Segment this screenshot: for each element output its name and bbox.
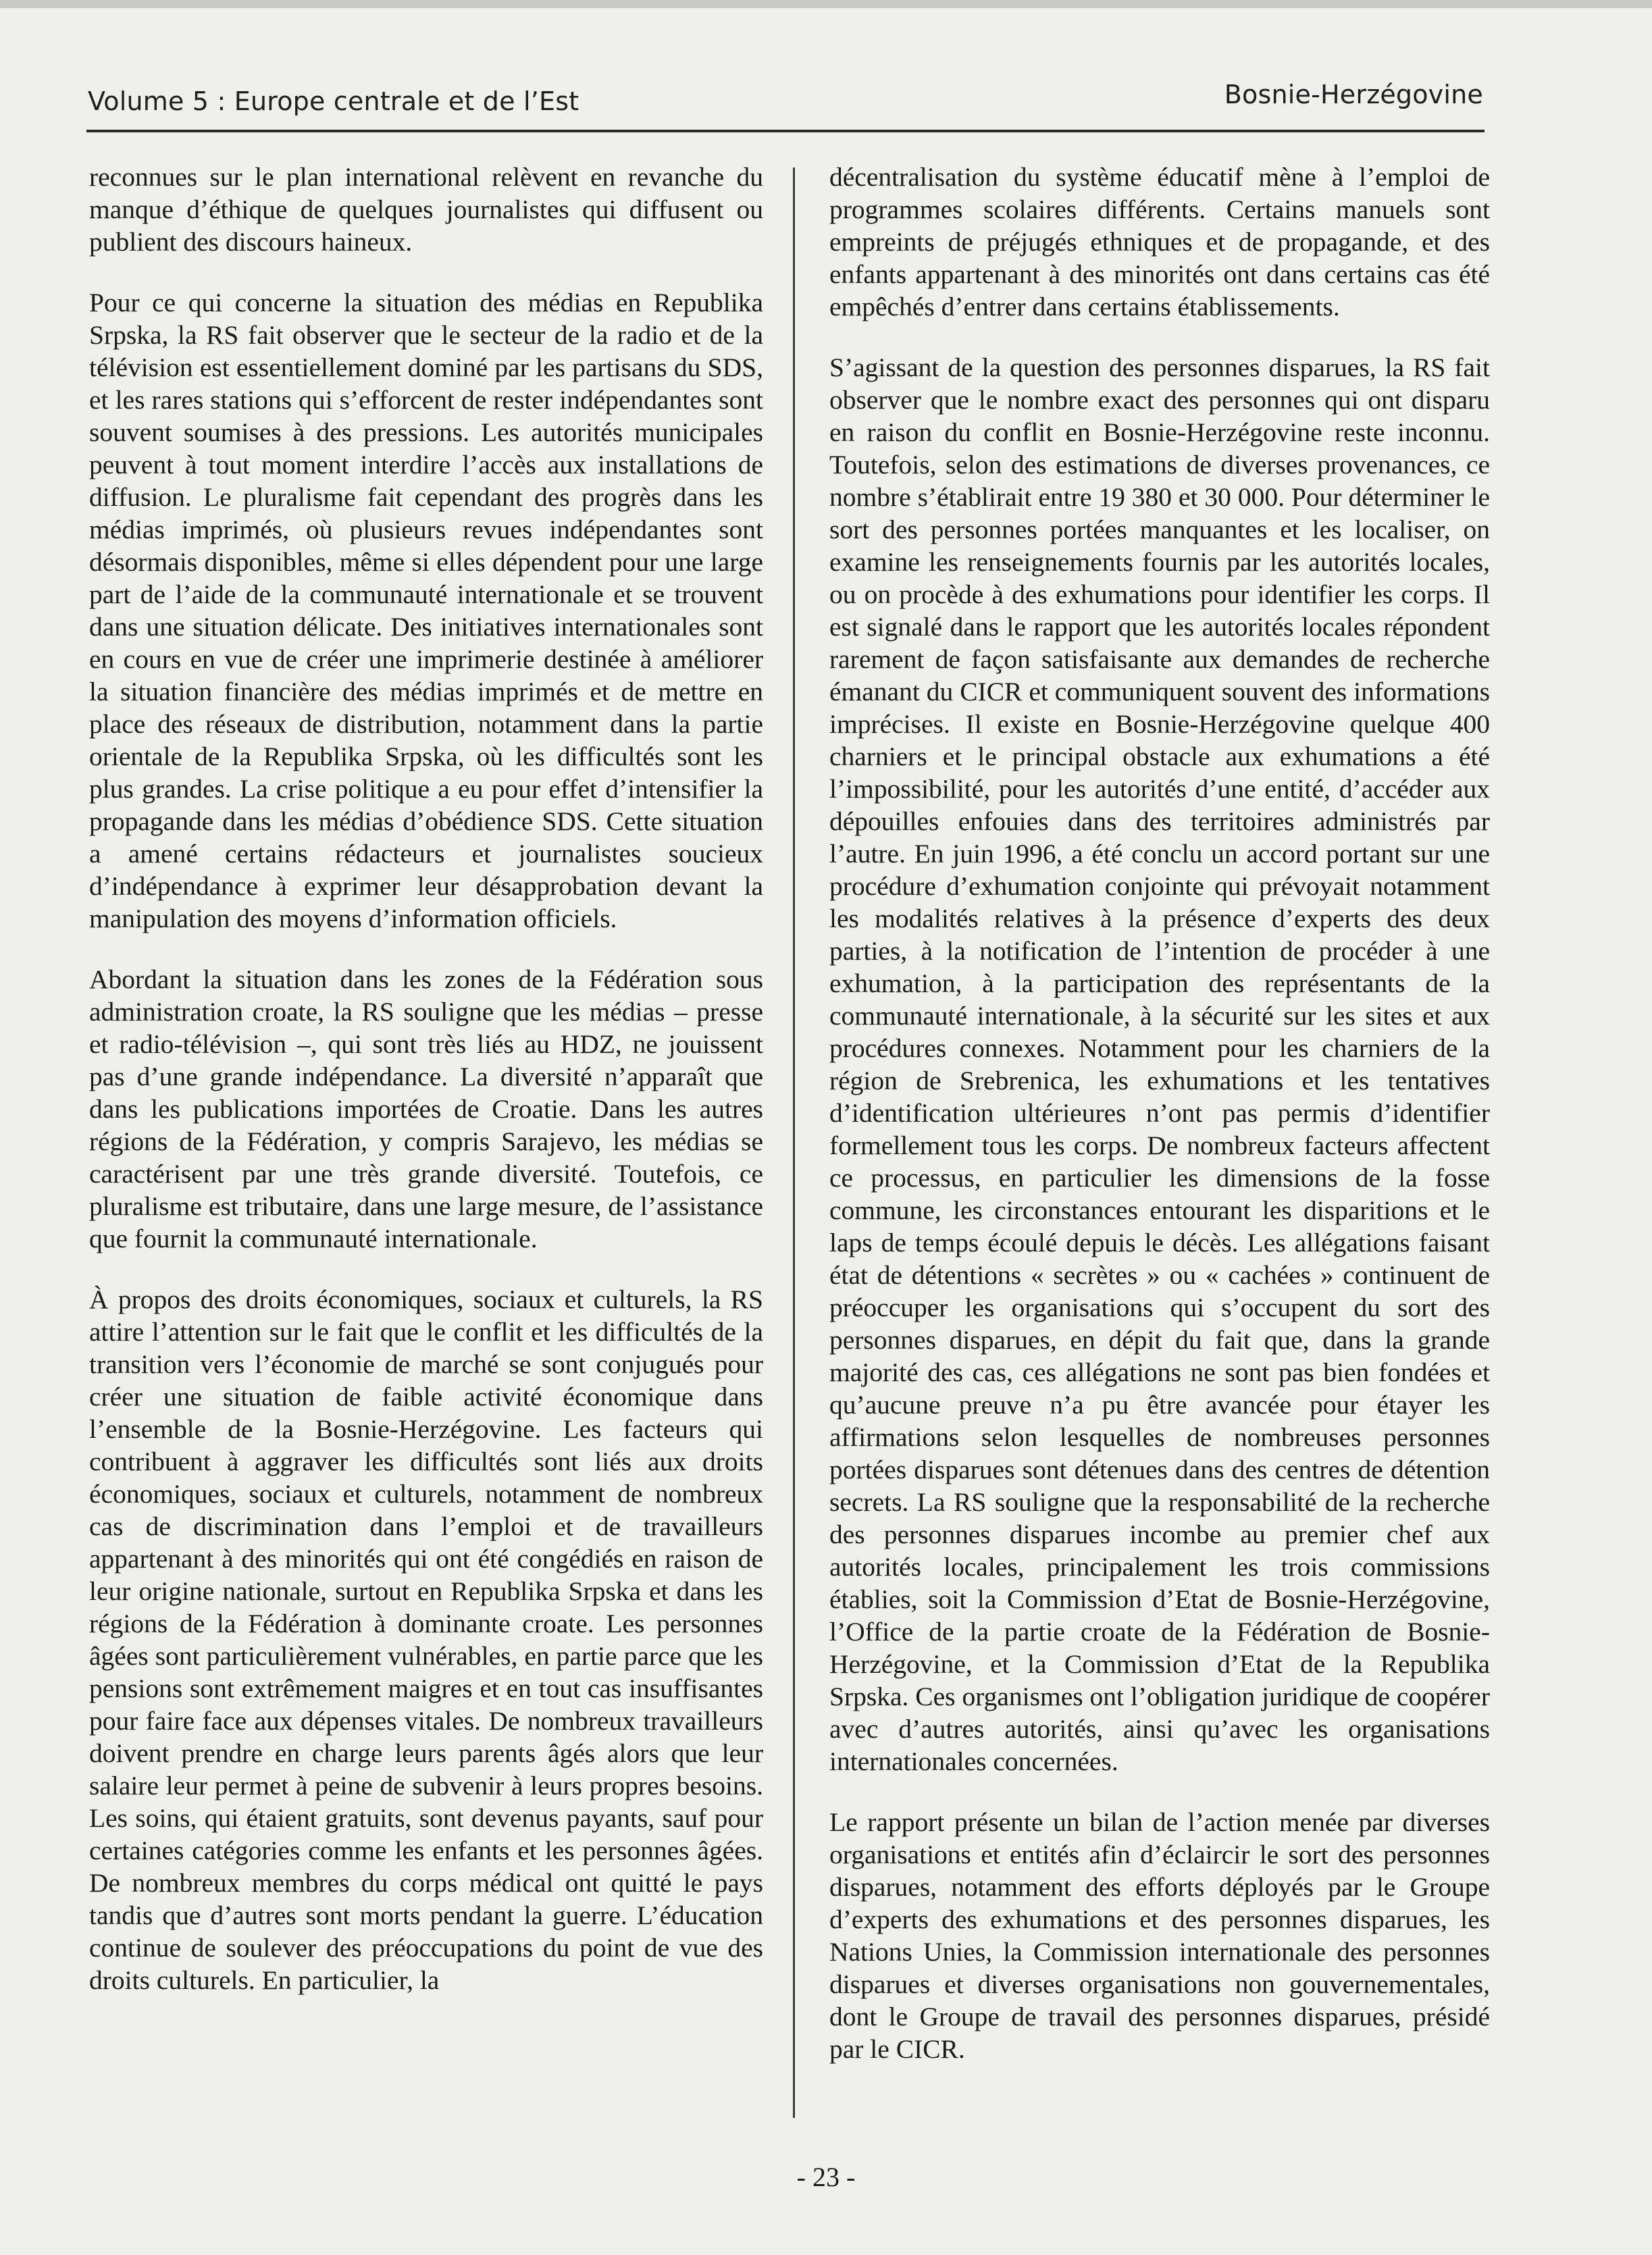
running-header: [88, 80, 1483, 134]
header-country: Bosnie-Herzégovine: [1224, 80, 1483, 109]
paragraph: Pour ce qui concerne la situation des médias en Republika Srpska, la RS fait observer que le secteur de la radio et de la télévision est essentiellement dominé par les partisans du SDS, et les rares stations qui s’efforcent de rester indépendantes sont souvent soumises à des pressions. Les autorités municipales peuvent à tout moment interdire l’accès aux installations de diffusion. Le pluralisme fait cependant des progrès dans les médias imprimés, où plusieurs revues indépendantes sont désormais disponibles, même si elles dépendent pour une large part de l’aide de la communauté internationale et se trouvent dans une situation délicate. Des initiatives internationales sont en cours en vue de créer une imprimerie destinée à améliorer la situation financière des médias imprimés et de mettre en place des réseaux de distribution, notamment dans la partie orientale de la Republika Srpska, où les difficultés sont les plus grandes. La crise politique a eu pour effet d’intensifier la propagande dans les médias d’obédience SDS. Cette situation a amené certains rédacteurs et journalistes soucieux d’indépendance à exprimer leur désapprobation devant la manipulation des moyens d’information officiels.: [89, 288, 763, 933]
scan-top-edge: [0, 0, 1652, 8]
column-divider: [793, 167, 795, 2118]
paragraph: décentralisation du système éducatif mène à l’emploi de programmes scolaires différents. Certains manuels sont empreints de préjugés ethniques et de propagande, et des enfants appartenant à des minorités ont dans certains cas été empêchés d’entrer dans certains établissements.: [829, 162, 1490, 321]
page-number: - 23 -: [796, 2162, 856, 2192]
paragraph: S’agissant de la question des personnes disparues, la RS fait observer que le nombre exact des personnes qui ont disparu en raison du conflit en Bosnie-Herzégovine reste inconnu. Toutefois, selon des estimations de diverses provenances, ce nombre s’établirait entre 19 380 et 30 000. Pour déterminer le sort des personnes portées manquantes et les localiser, on examine les renseignements fournis par les autorités locales, ou on procède à des exhumations pour identifier les corps. Il est signalé dans le rapport que les autorités locales répondent rarement de façon satisfaisante aux demandes de recherche émanant du CICR et communiquent souvent des informations imprécises. Il existe en Bosnie-Herzégovine quelque 400 charniers et le principal obstacle aux exhumations a été l’impossibilité, pour les autorités d’une entité, d’accéder aux dépouilles enfouies dans des territoires administrés par l’autre. En juin 1996, a été conclu un accord portant sur une procédure d’exhumation conjointe qui prévoyait notamment les modalités relatives à la présence d’experts des deux parties, à la notification de l’intention de procéder à une exhumation, à la participation des représentants de la communauté internationale, à la sécurité sur les sites et aux procédures connexes. Notamment pour les charniers de la région de Srebrenica, les exhumations et les tentatives d’identification ultérieures n’ont pas permis d’identifier formellement tous les corps. De nombreux facteurs affectent ce processus, en particulier les dimensions de la fosse commune, les circonstances entourant les disparitions et le laps de temps écoulé depuis le décès. Les allégations faisant état de détentions « secrètes » ou « cachées » continuent de préoccuper les organisations qui s’occupent du sort des personnes disparues, en dépit du fait que, dans la grande majorité des cas, ces allégations ne sont pas bien fondées et qu’aucune preuve n’a pu être avancée pour étayer les affirmations selon lesquelles de nombreuses personnes portées disparues sont détenues dans des centres de détention secrets. La RS souligne que la responsabilité de la recherche des personnes disparues incombe au premier chef aux autorités locales, principalement les trois commissions établies, soit la Commission d’Etat de Bosnie-Herzégovine, l’Office de la partie croate de la Fédération de Bosnie-Herzégovine, et la Commission d’Etat de la Republika Srpska. Ces organismes ont l’obligation juridique de coopérer avec d’autres autorités, ainsi qu’avec les organisations internationales concernées.: [829, 353, 1490, 1776]
paragraph: reconnues sur le plan international relèvent en revanche du manque d’éthique de quelques journalistes qui diffusent ou publient des discours haineux.: [89, 162, 763, 257]
header-volume-title: Volume 5 : Europe centrale et de l’Est: [88, 86, 579, 116]
header-rule: [86, 130, 1485, 132]
paragraph: Abordant la situation dans les zones de la Fédération sous administration croate, la RS souligne que les médias – presse et radio-télévision –, qui sont très liés au HDZ, ne jouissent pas d’une grande indépendance. La diversité n’apparaît que dans les publications importées de Croatie. Dans les autres régions de la Fédération, y compris Sarajevo, les médias se caractérisent par une très grande diversité. Toutefois, ce pluralisme est tributaire, dans une large mesure, de l’assistance que fournit la communauté internationale.: [89, 964, 763, 1253]
left-column: [89, 161, 763, 2025]
paragraph: Le rapport présente un bilan de l’action menée par diverses organisations et entités afin d’éclaircir le sort des personnes disparues, notamment des efforts déployés par le Groupe d’experts des exhumations et des personnes disparues, les Nations Unies, la Commission internationale des personnes disparues et diverses organisations non gouvernementales, dont le Groupe de travail des personnes disparues, présidé par le CICR.: [829, 1807, 1490, 2064]
right-column: [829, 161, 1490, 2094]
paragraph: À propos des droits économiques, sociaux et culturels, la RS attire l’attention sur le fait que le conflit et les difficultés de la transition vers l’économie de marché se sont conjugués pour créer une situation de faible activité économique dans l’ensemble de la Bosnie-Herzégovine. Les facteurs qui contribuent à aggraver les difficultés sont liés aux droits économiques, sociaux et culturels, notamment de nombreux cas de discrimination dans l’emploi et de travailleurs appartenant à des minorités qui ont été congédiés en raison de leur origine nationale, surtout en Republika Srpska et dans les régions de la Fédération à dominante croate. Les personnes âgées sont particulièrement vulnérables, en partie parce que les pensions sont extrêmement maigres et en tout cas insuffisantes pour faire face aux dépenses vitales. De nombreux travailleurs doivent prendre en charge leurs parents âgés alors que leur salaire leur permet à peine de subvenir à leurs propres besoins. Les soins, qui étaient gratuits, sont devenus payants, sauf pour certaines catégories comme les enfants et les personnes âgées. De nombreux membres du corps médical ont quitté le pays tandis que d’autres sont morts pendant la guerre. L’éducation continue de soulever des préoccupations du point de vue des droits culturels. En particulier, la: [89, 1285, 763, 1995]
